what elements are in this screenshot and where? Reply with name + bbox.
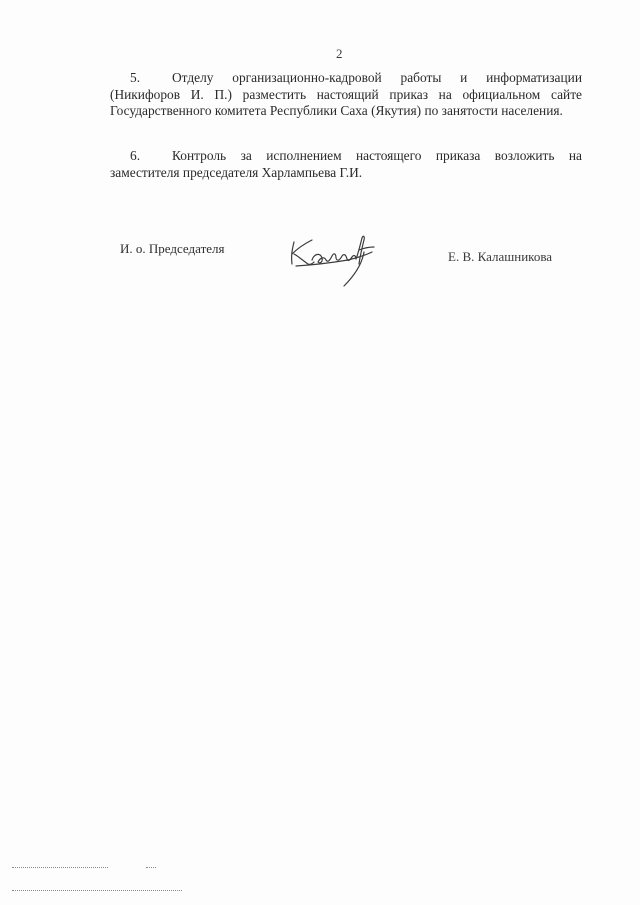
clause-6 bbox=[110, 148, 582, 181]
page-number: 2 bbox=[336, 46, 343, 61]
clause-text: Отделу организационно-кадровой работы и информатизации (Никифоров И. П.) разместить настоящий приказ на официальном сайте Государственного комитета Республики Саха (Якутия) по занятости населения. bbox=[110, 70, 582, 118]
footer-rule bbox=[12, 890, 182, 891]
footer-rule bbox=[12, 867, 108, 868]
signatory-name: Е. В. Калашникова bbox=[448, 249, 553, 264]
signature-text: Калаш bbox=[282, 230, 285, 231]
signature-block bbox=[0, 230, 640, 300]
handwritten-signature bbox=[282, 230, 392, 292]
clause-number: 6. bbox=[130, 148, 141, 163]
clause-5 bbox=[110, 70, 582, 120]
clause-number: 5. bbox=[130, 70, 141, 85]
signatory-position: И. о. Председателя bbox=[120, 241, 225, 256]
clause-text: Контроль за исполнением настоящего приказа возложить на заместителя председателя Харлампьева Г.И. bbox=[110, 148, 582, 180]
footer-rule bbox=[146, 867, 156, 868]
